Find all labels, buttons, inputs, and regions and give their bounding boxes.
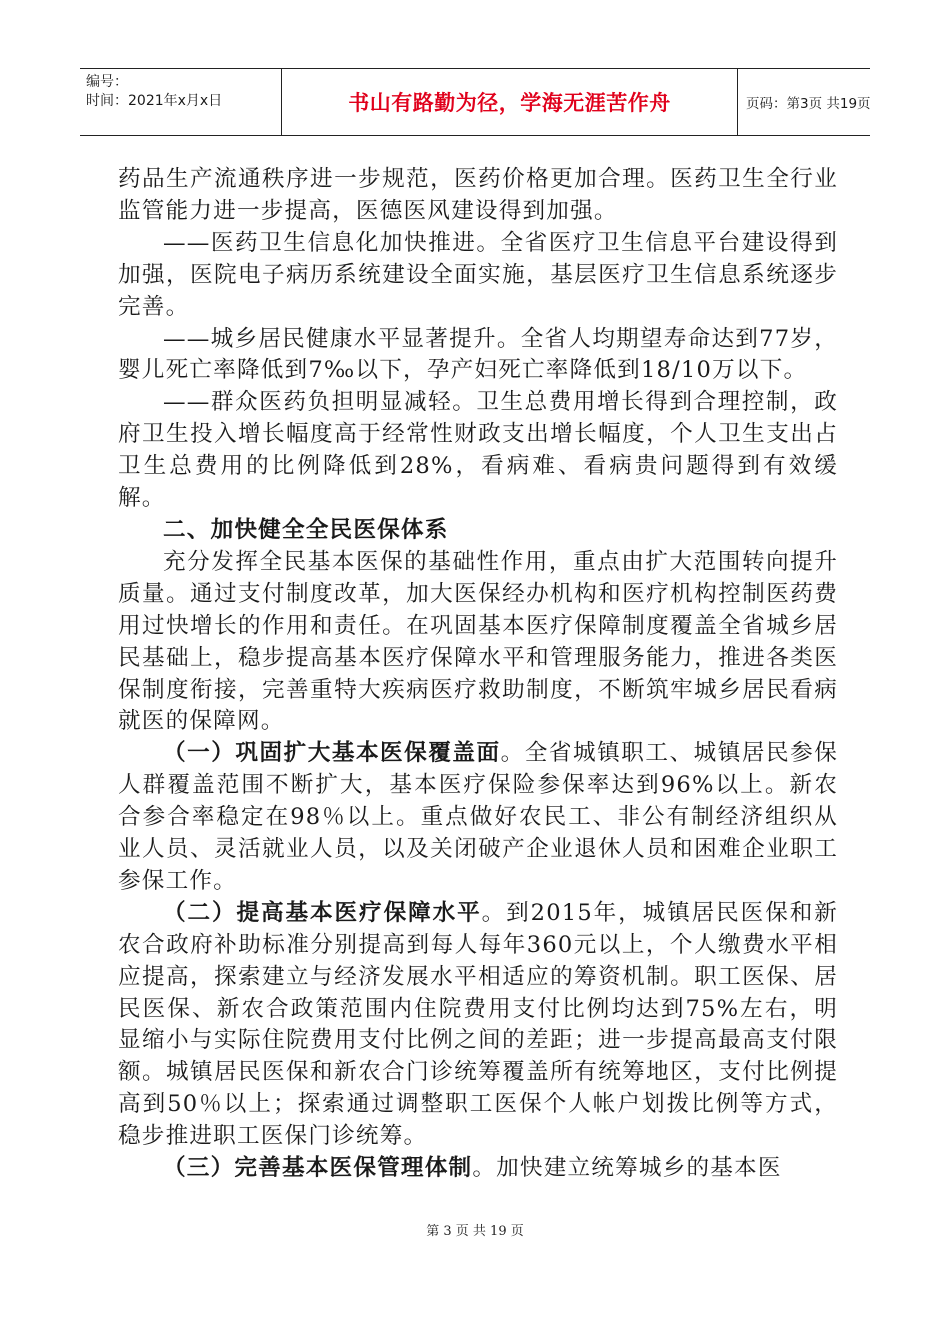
paragraph: ——群众医药负担明显减轻。卫生总费用增长得到合理控制，政府卫生投入增长幅度高于经常性财政支出增长幅度，个人卫生支出占卫生总费用的比例降低到28%，看病难、看病贵问题得到有效缓解。 <box>118 389 838 512</box>
paragraph <box>118 738 838 898</box>
document-body <box>118 164 838 1185</box>
paragraph-text: 。加快建立统筹城乡的基本医 <box>472 1155 782 1182</box>
page-label: 页码：第3页 共19页 <box>746 96 871 112</box>
paragraph: ——城乡居民健康水平显著提升。全省人均期望寿命达到77岁，婴儿死亡率降低到7‰以下，孕产妇死亡率降低到18/10万以下。 <box>118 325 838 384</box>
header-motto-cell <box>282 69 738 135</box>
paragraph: ——医药卫生信息化加快推进。全省医疗卫生信息平台建设得到加强，医院电子病历系统建设全面实施，基层医疗卫生信息系统逐步完善。 <box>118 229 838 320</box>
motto-text: 书山有路勤为径，学海无涯苦作舟 <box>348 91 671 115</box>
date-label: 时间：2021年x月x日 <box>86 93 223 109</box>
section-heading: 二、加快健全全民医保体系 <box>163 516 449 543</box>
paragraph: 充分发挥全民基本医保的基础性作用，重点由扩大范围转向提升质量。通过支付制度改革，加大医保经办机构和医疗机构控制医药费用过快增长的作用和责任。在巩固基本医疗保障制度覆盖全省城乡居民基础上，稳步提高基本医疗保障水平和管理服务能力，推进各类医保制度衔接，完善重特大疾病医疗救助制度，不断筑牢城乡居民看病就医的保障网。 <box>118 548 838 735</box>
serial-label: 编号： <box>86 74 128 90</box>
header-page-cell <box>738 69 870 135</box>
header-meta <box>80 69 282 135</box>
subsection-lead: （三）完善基本医保管理体制 <box>163 1155 473 1182</box>
subsection-lead: （一）巩固扩大基本医保覆盖面 <box>163 740 501 767</box>
paragraph-text: 。到2015年，城镇居民医保和新农合政府补助标准分别提高到每人每年360元以上，个人缴费水平相应提高，探索建立与经济发展水平相适应的筹资机制。职工医保、居民医保、新农合政策范围内住院费用支付比例均达到75%左右，明显缩小与实际住院费用支付比例之间的差距；进一步提高最高支付限额。城镇居民医保和新农合门诊统筹覆盖所有统筹地区，支付比例提高到50％以上；探索通过调整职工医保个人帐户划拨比例等方式，稳步推进职工医保门诊统筹。 <box>118 899 838 1150</box>
page-footer <box>0 1220 950 1239</box>
paragraph: 药品生产流通秩序进一步规范，医药价格更加合理。医药卫生全行业监管能力进一步提高，医德医风建设得到加强。 <box>118 166 838 224</box>
footer-page-number: 第 3 页 共 19 页 <box>426 1224 524 1239</box>
paragraph <box>118 898 838 1153</box>
paragraph-text: 。全省城镇职工、城镇居民参保人群覆盖范围不断扩大，基本医疗保险参保率达到96%以上。新农合参合率稳定在98％以上。重点做好农民工、非公有制经济组织从业人员、灵活就业人员，以及关闭破产企业退休人员和困难企业职工参保工作。 <box>118 740 838 894</box>
subsection-lead: （二）提高基本医疗保障水平 <box>163 899 482 926</box>
paragraph <box>118 1153 838 1185</box>
page-header <box>80 68 870 136</box>
